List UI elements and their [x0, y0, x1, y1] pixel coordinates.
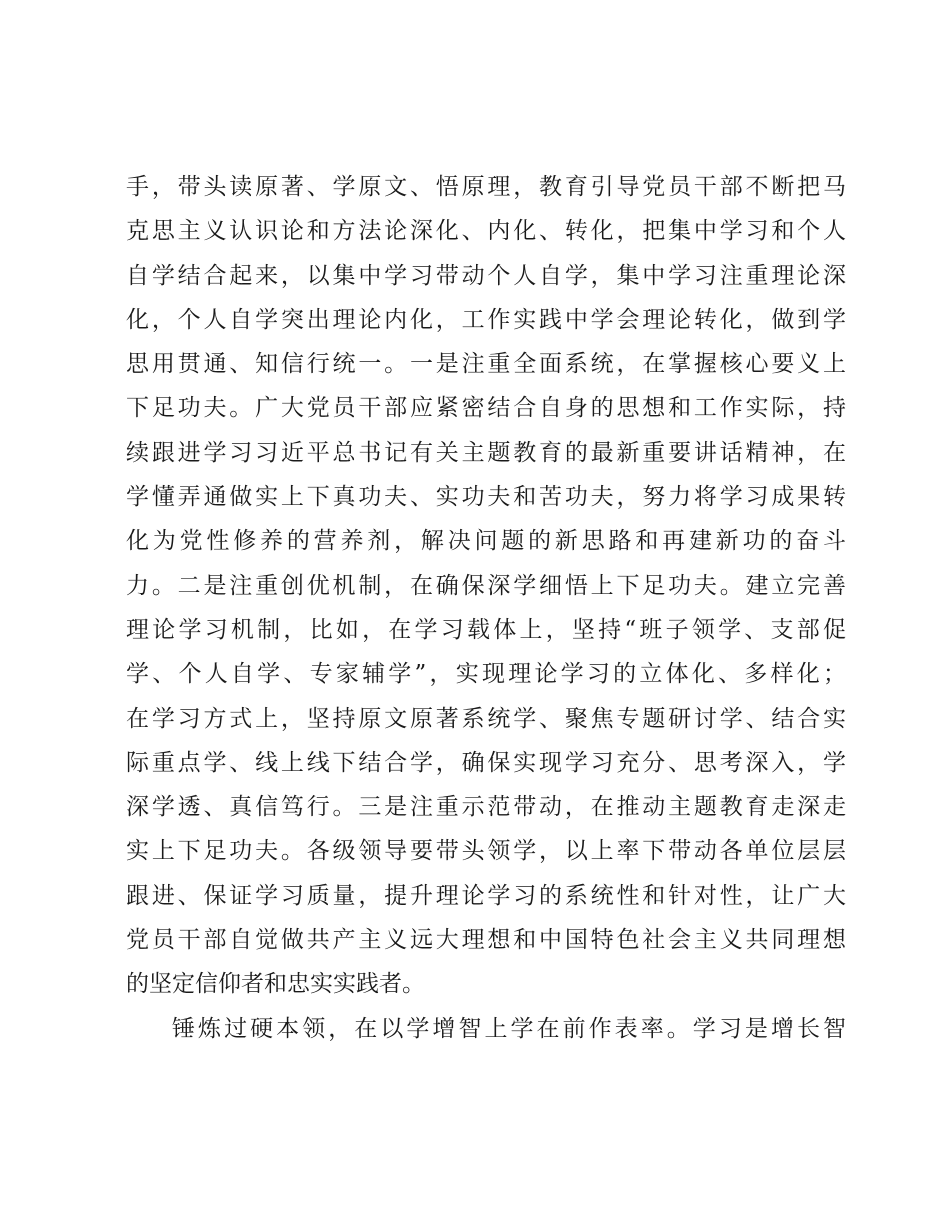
text-line: 锤炼过硬本领，在以学增智上学在前作表率。学习是增长智 [172, 1015, 846, 1042]
text-line: 化，个人自学突出理论内化，工作实践中学会理论转化，做到学 [126, 306, 846, 333]
text-line: 续跟进学习习近平总书记有关主题教育的最新重要讲话精神，在 [126, 439, 846, 466]
text-line: 下足功夫。广大党员干部应紧密结合自身的思想和工作实际，持 [126, 395, 846, 422]
text-line: 思用贯通、知信行统一。一是注重全面系统，在掌握核心要义上 [126, 351, 846, 378]
text-line: 跟进、保证学习质量，提升理论学习的系统性和针对性，让广大 [126, 882, 846, 909]
text-line: 深学透、真信笃行。三是注重示范带动，在推动主题教育走深走 [126, 794, 846, 821]
paragraph-1 [126, 165, 846, 1007]
text-line: 手，带头读原著、学原文、悟原理，教育引导党员干部不断把马 [126, 174, 846, 200]
text-line: 在学习方式上，坚持原文原著系统学、聚焦专题研讨学、结合实 [126, 705, 846, 732]
text-line: 实上下足功夫。各级领导要带头领学，以上率下带动各单位层层 [126, 838, 846, 865]
paragraph-2 [126, 1007, 846, 1051]
text-line: 理论学习机制，比如，在学习载体上，坚持“班子领学、支部促 [126, 616, 846, 643]
text-line: 克思主义认识论和方法论深化、内化、转化，把集中学习和个人 [126, 218, 846, 245]
text-line: 自学结合起来，以集中学习带动个人自学，集中学习注重理论深 [126, 262, 846, 289]
text-line: 党员干部自觉做共产主义远大理想和中国特色社会主义共同理想 [126, 927, 846, 954]
text-line: 化为党性修养的营养剂，解决问题的新思路和再建新功的奋斗 [126, 528, 846, 555]
text-line: 学、个人自学、专家辅学”，实现理论学习的立体化、多样化； [126, 661, 846, 688]
body-text [126, 165, 846, 1051]
text-line: 学懂弄通做实上下真功夫、实功夫和苦功夫，努力将学习成果转 [126, 484, 846, 511]
text-line: 力。二是注重创优机制，在确保深学细悟上下足功夫。建立完善 [126, 572, 846, 599]
text-line: 的坚定信仰者和忠实实践者。 [126, 971, 425, 998]
text-line: 际重点学、线上线下结合学，确保实现学习充分、思考深入，学 [126, 749, 846, 776]
